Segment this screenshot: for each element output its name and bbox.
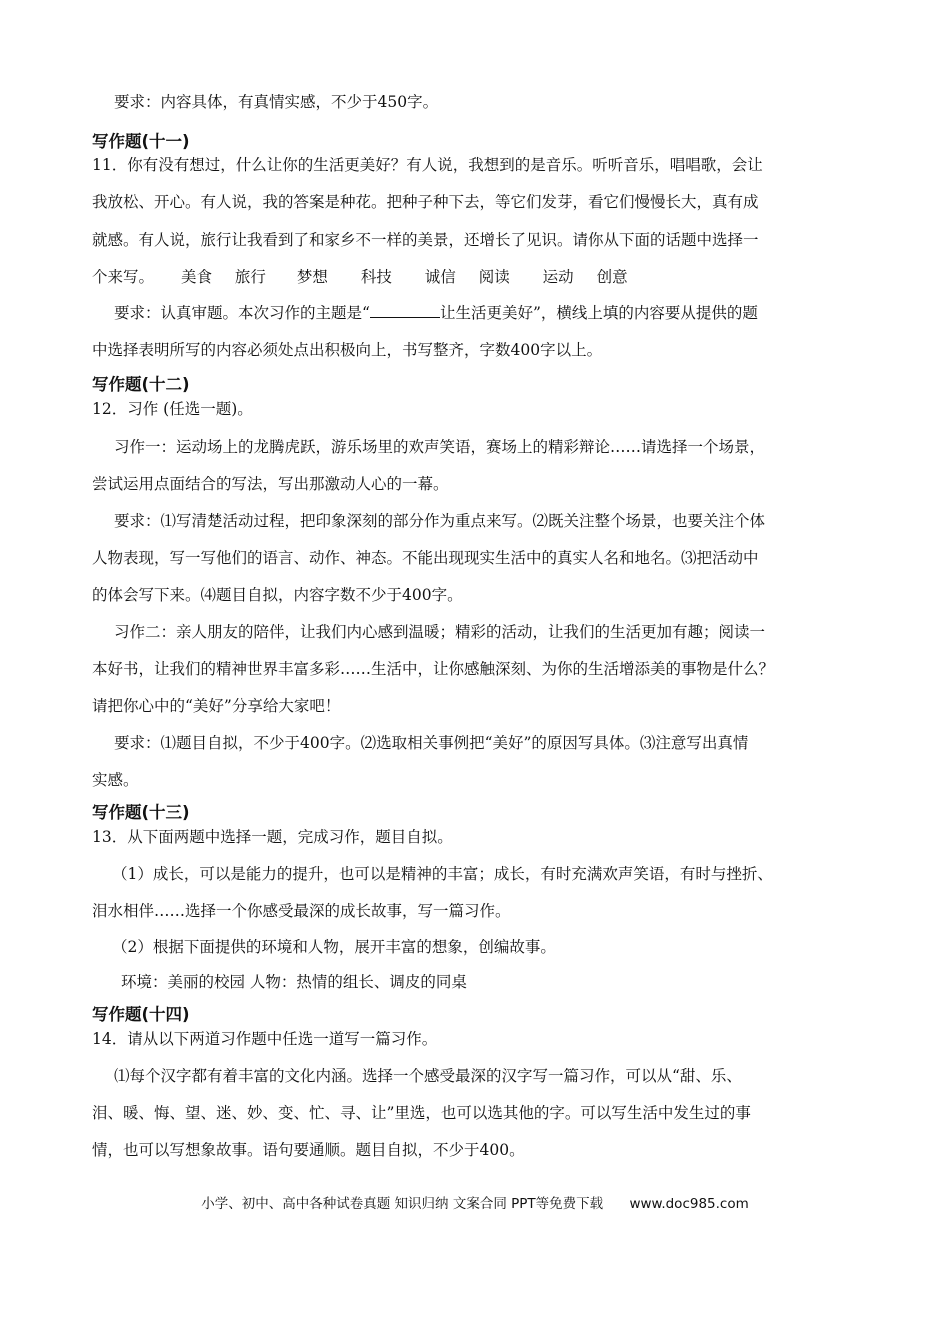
section-12-line: 请把你心中的“美好”分享给大家吧！: [92, 697, 341, 715]
section-12-line: 实感。: [92, 771, 139, 789]
section-14-line: 泪、暖、悔、望、迷、妙、变、忙、寻、让”里选，也可以选其他的字。可以写生活中发生过的事: [92, 1104, 751, 1122]
top-requirement: 要求：内容具体，有真情实感，不少于450字。: [114, 93, 439, 111]
section-14-line: 14．请从以下两道习作题中任选一道写一篇习作。: [92, 1030, 438, 1048]
section-12-line: 12．习作 (任选一题)。: [92, 400, 253, 418]
section-12-line: 人物表现，写一写他们的语言、动作、神态。不能出现现实生活中的真实人名和地名。⑶把活动中: [92, 549, 759, 567]
topic-item: 梦想: [296, 268, 328, 286]
section-13-heading: 写作题(十三): [92, 803, 190, 822]
topic-item: 美食: [180, 268, 212, 286]
topics-prefix: 个来写。: [92, 268, 155, 286]
topic-item: 创意: [596, 268, 628, 286]
section-13-line: （2）根据下面提供的环境和人物，展开丰富的想象，创编故事。: [112, 938, 556, 956]
section-11-line: 我放松、开心。有人说，我的答案是种花。把种子种下去，等它们发芽，看它们慢慢长大，真有成: [92, 193, 759, 211]
section-12-heading: 写作题(十二): [92, 375, 190, 394]
footer-url-link[interactable]: www.doc985.com: [629, 1196, 749, 1212]
topic-item: 运动: [542, 268, 574, 286]
topic-item: 诚信: [424, 268, 456, 286]
requirement-suffix: 让生活更美好”，横线上填的内容要从提供的题: [439, 304, 758, 322]
section-12-line: 要求：⑴写清楚活动过程，把印象深刻的部分作为重点来写。⑵既关注整个场景，也要关注个体: [114, 512, 766, 530]
fill-in-blank: [370, 302, 440, 318]
section-12-line: 尝试运用点面结合的写法，写出那激动人心的一幕。: [92, 475, 449, 493]
section-12-line: 的体会写下来。⑷题目自拟，内容字数不少于400字。: [92, 586, 463, 604]
section-14-line: 情，也可以写想象故事。语句要通顺。题目自拟，不少于400。: [92, 1141, 525, 1159]
section-12-line: 习作一：运动场上的龙腾虎跃，游乐场里的欢声笑语，赛场上的精彩辩论……请选择一个场景，: [114, 438, 766, 456]
section-13-line: 泪水相伴……选择一个你感受最深的成长故事，写一篇习作。: [92, 902, 511, 920]
section-11-line: 中选择表明所写的内容必须处点出积极向上，书写整齐，字数400字以上。: [92, 341, 603, 359]
topic-item: 科技: [360, 268, 392, 286]
section-13-line: 环境：美丽的校园 人物：热情的组长、调皮的同桌: [121, 973, 467, 991]
requirement-prefix: 要求：认真审题。本次习作的主题是“: [114, 304, 370, 322]
section-11-line: 就感。有人说，旅行让我看到了和家乡不一样的美景，还增长了见识。请你从下面的话题中选择一: [92, 231, 759, 249]
page-footer: [0, 1192, 950, 1212]
topic-item: 旅行: [234, 268, 266, 286]
section-14-heading: 写作题(十四): [92, 1005, 190, 1024]
footer-text: 小学、初中、高中各种试卷真题 知识归纳 文案合同 PPT等免费下载: [201, 1196, 604, 1212]
section-12-line: 习作二：亲人朋友的陪伴，让我们内心感到温暖；精彩的活动，让我们的生活更加有趣；阅读一: [114, 623, 766, 641]
section-13-line: 13．从下面两题中选择一题，完成习作，题目自拟。: [92, 828, 453, 846]
section-14-line: ⑴每个汉字都有着丰富的文化内涵。选择一个感受最深的汉字写一篇习作，可以从“甜、乐、: [114, 1067, 742, 1085]
section-13-line: （1）成长，可以是能力的提升，也可以是精神的丰富；成长，有时充满欢声笑语，有时与挫折、: [112, 865, 773, 883]
section-12-line: 要求：⑴题目自拟，不少于400字。⑵选取相关事例把“美好”的原因写具体。⑶注意写出真情: [114, 734, 749, 752]
section-11-line: 11．你有没有想过，什么让你的生活更美好？有人说，我想到的是音乐。听听音乐，唱唱歌，会让: [92, 156, 763, 174]
section-11-requirement: [114, 302, 758, 323]
section-11-heading: 写作题(十一): [92, 132, 190, 151]
topic-item: 阅读: [478, 268, 510, 286]
section-11-topics-line: [92, 267, 646, 287]
section-12-line: 本好书，让我们的精神世界丰富多彩……生活中，让你感触深刻、为你的生活增添美的事物是什么？: [92, 660, 775, 678]
